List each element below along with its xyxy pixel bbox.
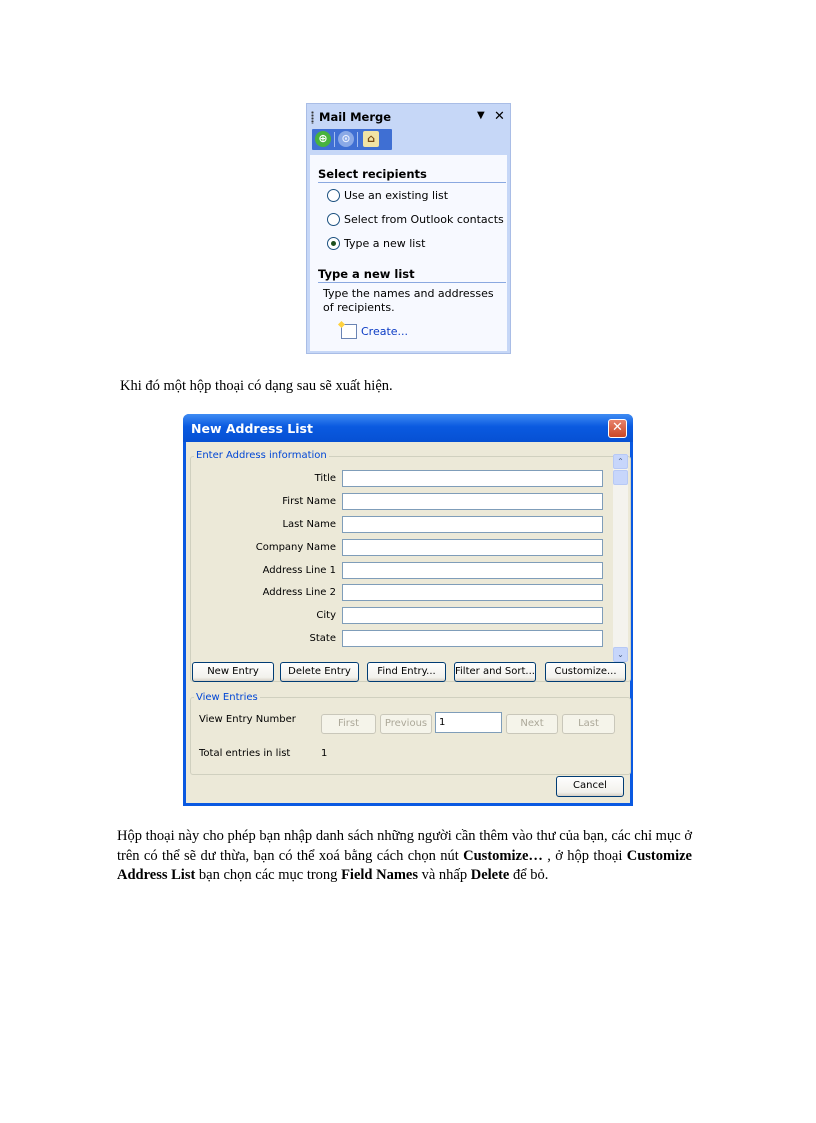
radio-icon[interactable] [327, 213, 340, 226]
state-input[interactable] [342, 630, 603, 647]
fields-viewport [186, 466, 613, 662]
pane-close-icon[interactable]: ✕ [494, 109, 505, 124]
view-entry-number-label: View Entry Number [199, 714, 296, 725]
pane-title: Mail Merge [319, 110, 392, 124]
option-outlook-contacts[interactable] [327, 213, 504, 226]
customize-button[interactable]: Customize... [545, 662, 626, 682]
total-entries-value: 1 [321, 748, 328, 759]
field-label-company-name: Company Name [255, 542, 336, 553]
dialog-title: New Address List [191, 421, 313, 436]
bold-delete: Delete [470, 867, 510, 883]
company-name-input[interactable] [342, 539, 603, 556]
address-line-1-input[interactable] [342, 562, 603, 579]
option-label: Select from Outlook contacts [344, 213, 504, 226]
section-type-new-list: Type a new list [318, 267, 415, 281]
text-run: và nhấp [417, 867, 471, 883]
last-name-input[interactable] [342, 516, 603, 533]
create-link[interactable] [341, 324, 408, 339]
view-entries-group-label: View Entries [196, 692, 258, 703]
dialog-body [186, 442, 630, 803]
filter-and-sort-button[interactable]: Filter and Sort... [454, 662, 536, 682]
text-run: để bỏ. [509, 867, 549, 883]
field-label-title: Title [314, 473, 336, 484]
option-new-list[interactable] [327, 237, 425, 250]
radio-selected-icon[interactable] [327, 237, 340, 250]
section-description: Type the names and addresses of recipients. [323, 287, 494, 314]
new-address-list-dialog [183, 414, 633, 806]
title-input[interactable] [342, 470, 603, 487]
first-button[interactable]: First [321, 714, 376, 734]
delete-entry-button[interactable]: Delete Entry [280, 662, 359, 682]
find-entry-button[interactable]: Find Entry... [367, 662, 446, 682]
last-button[interactable]: Last [562, 714, 615, 734]
city-input[interactable] [342, 607, 603, 624]
text-run: bạn chọn các mục trong [195, 867, 342, 883]
pane-menu-icon[interactable]: ▼ [477, 110, 485, 121]
scroll-thumb[interactable] [613, 470, 628, 485]
bold-field-names: Field Names [341, 867, 418, 883]
section-select-recipients: Select recipients [318, 167, 427, 181]
entry-number-input[interactable]: 1 [435, 712, 502, 733]
view-entries-group [190, 697, 631, 775]
back-icon[interactable]: ⊕ [315, 131, 331, 147]
paragraph-intro: Khi đó một hộp thoại có dạng sau sẽ xuất hiện. [120, 378, 393, 394]
field-label-address-line-1: Address Line 1 [262, 565, 336, 576]
next-button[interactable]: Next [506, 714, 558, 734]
cancel-button[interactable]: Cancel [556, 776, 624, 797]
text-run: Hộp thoại này cho phép bạn nhập danh sách những người cần thêm vào thư của bạn, các chỉ mục ở trên có thể sẽ dư thừa, bạn có thể xoá bằng cách chọn nút [117, 828, 692, 864]
dialog-titlebar[interactable] [183, 414, 633, 442]
paragraph-explanation [117, 827, 692, 886]
field-label-last-name: Last Name [282, 519, 336, 530]
option-label: Type a new list [344, 237, 426, 250]
field-label-state: State [309, 633, 336, 644]
new-entry-button[interactable]: New Entry [192, 662, 274, 682]
fields-scrollbar[interactable] [613, 454, 628, 662]
field-label-address-line-2: Address Line 2 [262, 587, 336, 598]
text-run: , ở hộp thoại [542, 847, 627, 864]
forward-icon[interactable]: ⊙ [338, 131, 354, 147]
enter-address-group-label: Enter Address information [196, 450, 327, 461]
home-icon[interactable]: ⌂ [363, 131, 379, 147]
pane-nav-bar [312, 129, 392, 150]
option-label: Use an existing list [344, 189, 449, 202]
dialog-close-button[interactable]: ✕ [608, 419, 627, 438]
radio-icon[interactable] [327, 189, 340, 202]
field-label-city: City [316, 610, 336, 621]
bold-customize: Customize… [463, 847, 543, 864]
bold-customize-address-list: Customize Address List [117, 847, 692, 883]
field-label-first-name: First Name [282, 496, 336, 507]
pane-grip-icon[interactable] [311, 111, 314, 124]
scroll-down-icon[interactable]: ⌄ [613, 647, 628, 662]
address-line-2-input[interactable] [342, 584, 603, 601]
total-entries-label: Total entries in list [199, 748, 291, 759]
first-name-input[interactable] [342, 493, 603, 510]
scroll-up-icon[interactable]: ⌃ [613, 454, 628, 469]
previous-button[interactable]: Previous [380, 714, 432, 734]
new-list-icon [341, 324, 357, 339]
option-existing-list[interactable] [327, 189, 448, 202]
create-link-label[interactable]: Create... [361, 325, 409, 338]
mail-merge-pane [306, 103, 511, 354]
